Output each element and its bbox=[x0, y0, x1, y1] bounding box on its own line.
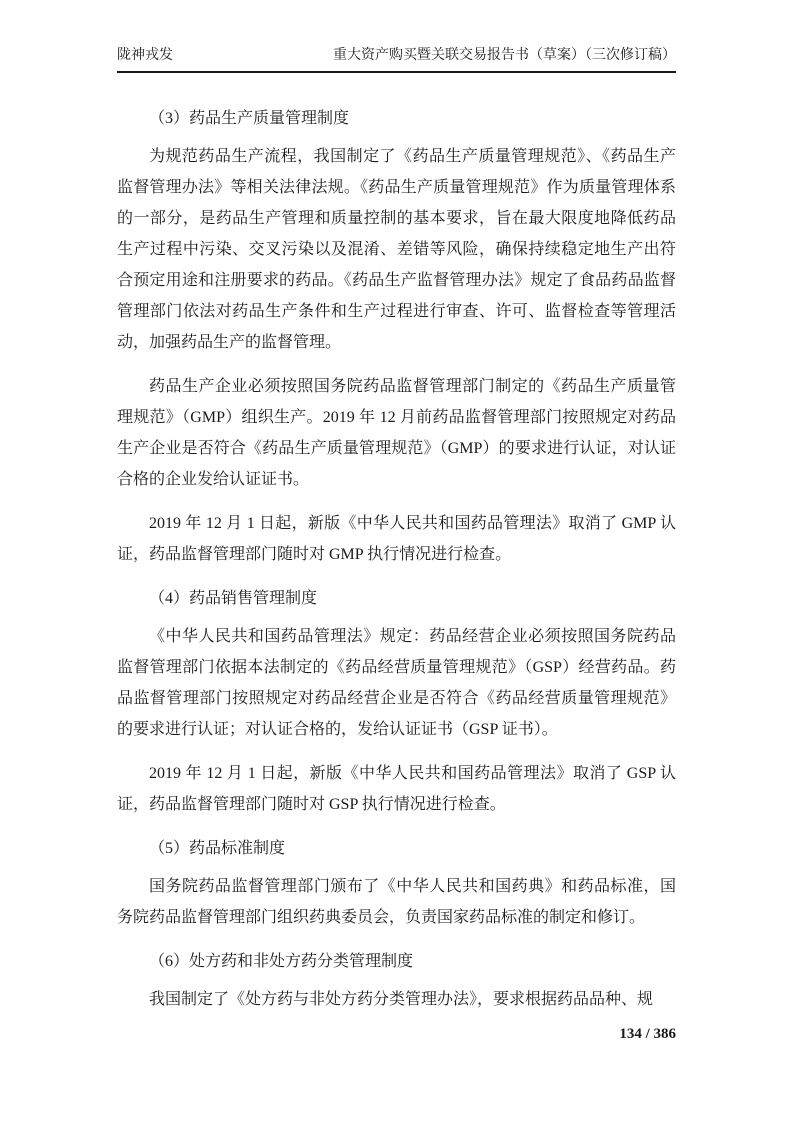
document-body bbox=[117, 103, 676, 1015]
paragraph: 为规范药品生产流程，我国制定了《药品生产质量管理规范》、《药品生产监督管理办法》等相关法律法规。《药品生产质量管理规范》作为质量管理体系的一部分，是药品生产管理和质量控制的基本要求，旨在最大限度地降低药品生产过程中污染、交叉污染以及混淆、差错等风险，确保持续稳定地生产出符合预定用途和注册要求的药品。《药品生产监督管理办法》规定了食品药品监督管理部门依法对药品生产条件和生产过程进行审查、许可、监督检查等管理活动，加强药品生产的监督管理。 bbox=[117, 148, 676, 351]
header-report-title: 重大资产购买暨关联交易报告书（草案）（三次修订稿） bbox=[333, 48, 676, 63]
section-heading-5: （5）药品标准制度 bbox=[149, 840, 286, 857]
page-number: 134 / 386 bbox=[619, 1026, 676, 1042]
section-heading-4: （4）药品销售管理制度 bbox=[149, 590, 318, 607]
paragraph: 我国制定了《处方药与非处方药分类管理办法》，要求根据药品品种、规 bbox=[149, 991, 654, 1008]
paragraph: 《中华人民共和国药品管理法》规定：药品经营企业必须按照国务院药品监督管理部门依据本法制定的《药品经营质量管理规范》（GSP）经营药品。药品监督管理部门按照规定对药品经营企业是否符合《药品经营质量管理规范》的要求进行认证；对认证合格的，发给认证证书（GSP 证书）。 bbox=[117, 628, 676, 738]
section-heading-3: （3）药品生产质量管理制度 bbox=[149, 110, 350, 127]
section-heading-6: （6）处方药和非处方药分类管理制度 bbox=[149, 953, 414, 970]
page-header bbox=[117, 46, 676, 73]
paragraph: 2019 年 12 月 1 日起，新版《中华人民共和国药品管理法》取消了 GSP 认证，药品监督管理部门随时对 GSP 执行情况进行检查。 bbox=[117, 765, 676, 813]
paragraph: 药品生产企业必须按照国务院药品监督管理部门制定的《药品生产质量管理规范》（GMP）组织生产。2019 年 12 月前药品监督管理部门按照规定对药品生产企业是否符合《药品生产质量管理规范》（GMP）的要求进行认证，对认证合格的企业发给认证证书。 bbox=[117, 378, 676, 488]
page-footer bbox=[117, 1024, 676, 1044]
header-company-name: 陇神戎发 bbox=[117, 48, 173, 63]
paragraph: 2019 年 12 月 1 日起，新版《中华人民共和国药品管理法》取消了 GMP 认证，药品监督管理部门随时对 GMP 执行情况进行检查。 bbox=[117, 515, 676, 563]
paragraph: 国务院药品监督管理部门颁布了《中华人民共和国药典》和药品标准，国务院药品监督管理部门组织药典委员会，负责国家药品标准的制定和修订。 bbox=[117, 878, 676, 926]
